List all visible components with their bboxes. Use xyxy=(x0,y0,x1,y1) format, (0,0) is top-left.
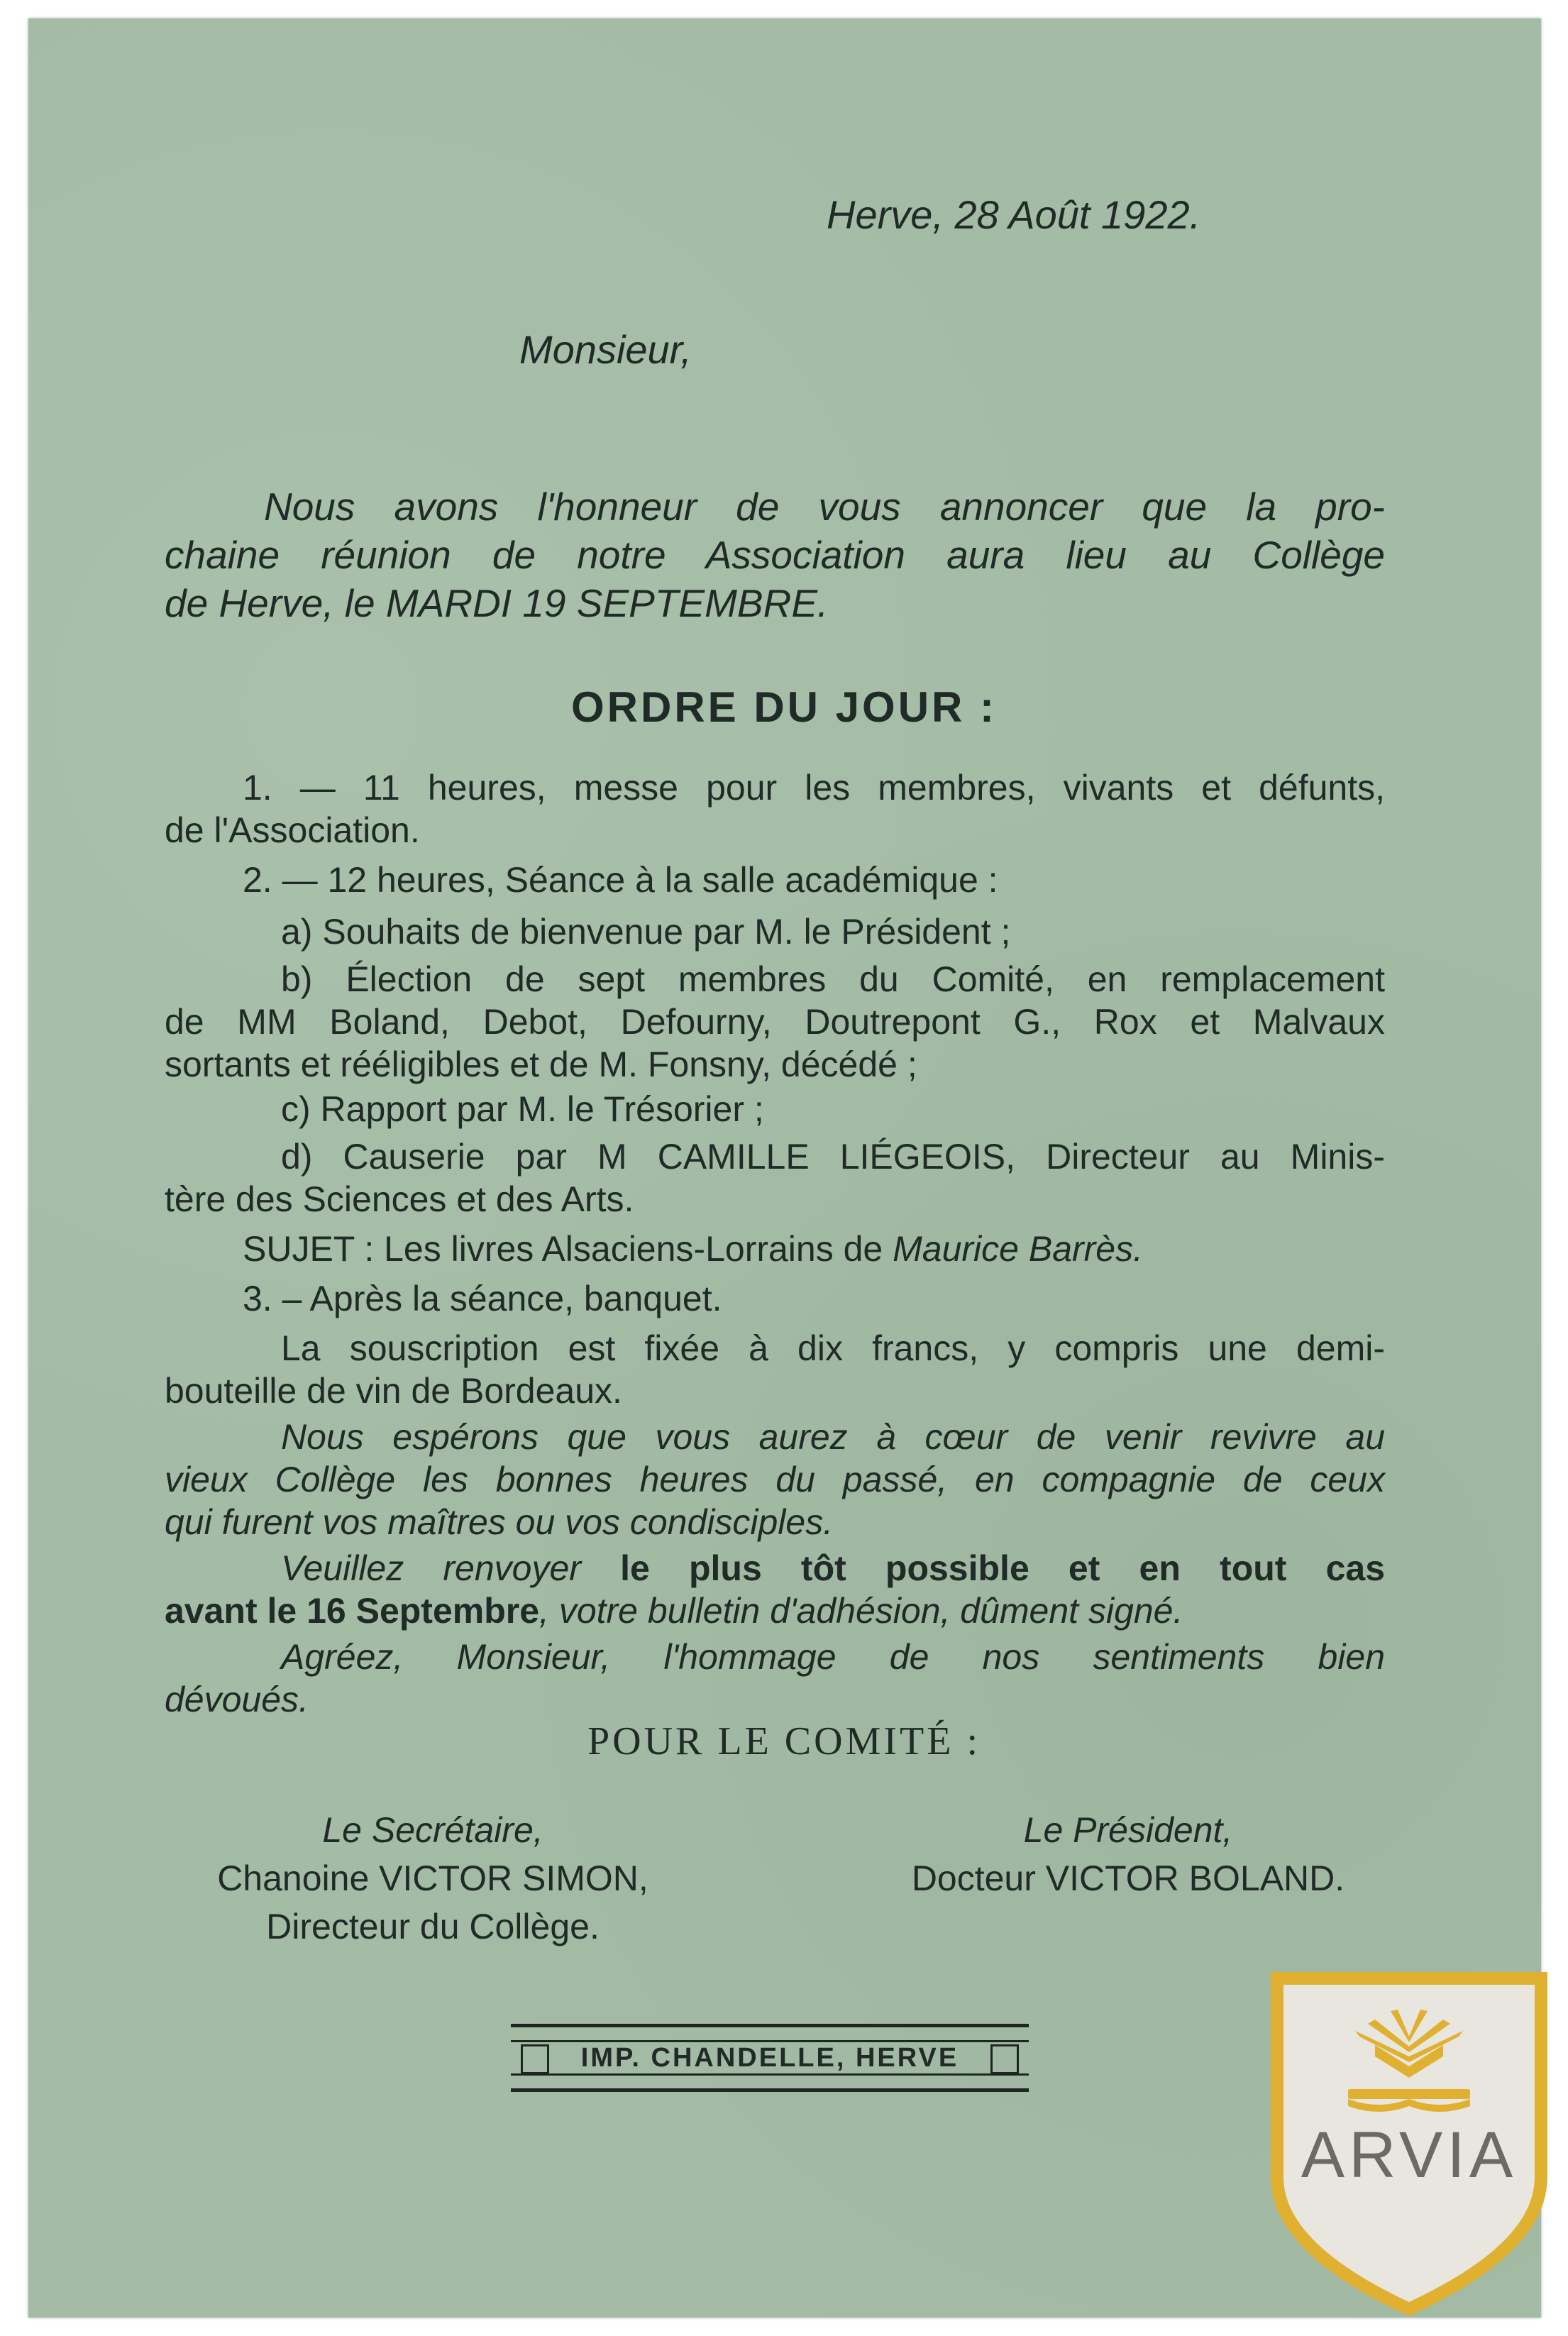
printer-imprint xyxy=(511,2024,1029,2092)
president-name: Docteur VICTOR BOLAND. xyxy=(911,1858,1345,1898)
agenda-item-2c: c) Rapport par M. le Trésorier ; xyxy=(281,1089,764,1129)
agenda-item-2b xyxy=(165,958,1385,1086)
item1-line-1: 1. — 11 heures, messe pour les membres, vivants et défunts, xyxy=(243,768,1385,808)
hope-line-3: qui furent vos maîtres ou vos condisciples. xyxy=(165,1502,834,1542)
secretary-name: Chanoine VICTOR SIMON, xyxy=(217,1858,648,1898)
agenda-item-2: 2. — 12 heures, Séance à la salle académique : xyxy=(243,860,998,900)
logo-text: ARVIA xyxy=(1301,2119,1518,2191)
souscription-paragraph xyxy=(165,1327,1385,1412)
letter-date: Herve, 28 Août 1922. xyxy=(827,192,1201,237)
souscription-line-1: La souscription est fixée à dix francs, y compris une demi- xyxy=(281,1328,1385,1368)
perforated-edge xyxy=(18,18,31,2318)
secretary-title: Le Secrétaire, xyxy=(322,1810,543,1850)
agreez-line-1: Agréez, Monsieur, l'hommage de nos sentiments bien xyxy=(281,1637,1385,1677)
arvia-logo xyxy=(1269,1971,1550,2316)
item2d-line-2: tère des Sciences et des Arts. xyxy=(165,1179,634,1219)
printer-name: IMP. CHANDELLE, HERVE xyxy=(580,2043,959,2073)
renvoi-paragraph xyxy=(165,1547,1385,1632)
agenda-heading: ORDRE DU JOUR : xyxy=(570,683,998,731)
souscription-line-2: bouteille de vin de Bordeaux. xyxy=(165,1371,622,1411)
renvoi-line-1 xyxy=(165,1547,1385,1590)
sujet-label: SUJET : Les livres Alsaciens-Lorrains de xyxy=(243,1229,893,1269)
agenda-item-2a: a) Souhaits de bienvenue par M. le Président ; xyxy=(281,912,1011,952)
agenda-item-1 xyxy=(165,766,1385,852)
hope-line-1: Nous espérons que vous aurez à cœur de venir revivre au xyxy=(281,1417,1385,1457)
renvoi-emphasis: le plus tôt possible et en tout cas xyxy=(620,1548,1386,1588)
renvoi-deadline: avant le 16 Septembre xyxy=(165,1591,540,1631)
item2b-line-1: b) Élection de sept membres du Comité, en remplacement xyxy=(281,959,1385,999)
secretary-signature-block xyxy=(163,1806,702,1951)
comite-heading: POUR LE COMITÉ : xyxy=(587,1719,981,1763)
renvoi-line-2 xyxy=(165,1590,1385,1632)
item2b-line-2: de MM Boland, Debot, Defourny, Doutrepont G., Rox et Malvaux xyxy=(165,1002,1385,1042)
item1-line-2: de l'Association. xyxy=(165,810,420,850)
sujet-author: Maurice Barrès. xyxy=(893,1229,1144,1269)
renvoi-tail: , votre bulletin d'adhésion, dûment signé. xyxy=(539,1591,1183,1631)
item2d-line-1: d) Causerie par M CAMILLE LIÉGEOIS, Directeur au Minis- xyxy=(281,1137,1385,1177)
agenda-item-2d xyxy=(165,1135,1385,1221)
item2b-line-3: sortants et rééligibles et de M. Fonsny, décédé ; xyxy=(165,1045,917,1084)
intro-line-2: chaine réunion de notre Association aura lieu au Collège xyxy=(165,533,1385,577)
hope-paragraph xyxy=(165,1416,1385,1543)
president-signature-block xyxy=(851,1806,1405,1902)
hope-line-2: vieux Collège les bonnes heures du passé, en compagnie de ceux xyxy=(165,1460,1385,1499)
agreez-paragraph xyxy=(165,1636,1385,1721)
agreez-line-2: dévoués. xyxy=(165,1680,309,1719)
president-title: Le Président, xyxy=(1023,1810,1233,1850)
intro-paragraph xyxy=(165,483,1385,627)
secretary-role: Directeur du Collège. xyxy=(266,1907,600,1946)
renvoi-lead: Veuillez renvoyer xyxy=(281,1548,621,1588)
intro-line-1: Nous avons l'honneur de vous annoncer que la pro- xyxy=(264,485,1385,529)
salutation: Monsieur, xyxy=(519,327,692,372)
agenda-item-3: 3. – Après la séance, banquet. xyxy=(243,1279,722,1318)
intro-line-3: de Herve, le MARDI 19 SEPTEMBRE. xyxy=(165,581,829,625)
sujet-line xyxy=(243,1228,1143,1270)
